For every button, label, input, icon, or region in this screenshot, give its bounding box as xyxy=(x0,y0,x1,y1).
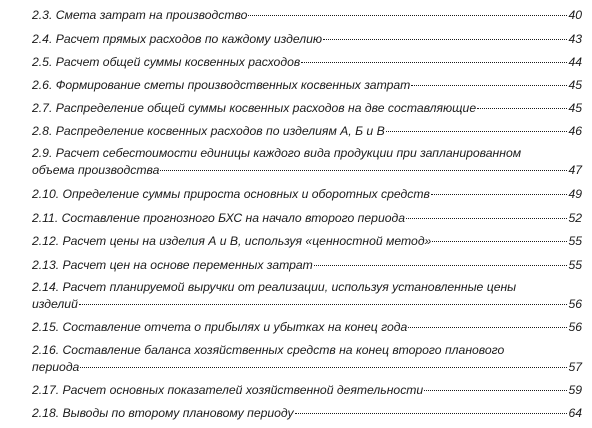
toc-entry[interactable] xyxy=(32,185,582,202)
toc-entry-title: 2.17. Расчет основных показателей хозяйственной деятельности xyxy=(32,383,424,397)
toc-entry-title: 2.10. Определение суммы прироста основных и оборотных средств xyxy=(32,187,430,201)
toc-entry[interactable] xyxy=(32,209,582,226)
dot-leader xyxy=(79,292,568,305)
toc-page-number: 47 xyxy=(568,163,582,177)
dot-leader xyxy=(424,378,567,391)
toc-entry-title: 2.14. Расчет планируемой выручки от реализации, используя установленные цены xyxy=(32,280,517,294)
toc-entry[interactable] xyxy=(32,99,582,116)
dot-leader xyxy=(160,158,567,171)
toc-page-number: 56 xyxy=(568,320,582,334)
toc-entry-title: 2.4. Расчет прямых расходов по каждому изделию xyxy=(32,32,323,46)
dot-leader xyxy=(323,27,567,40)
toc-entry[interactable] xyxy=(32,318,582,335)
dot-leader xyxy=(411,73,567,86)
toc-entry[interactable] xyxy=(32,232,582,249)
dot-leader xyxy=(386,119,568,132)
toc-page-number: 55 xyxy=(568,234,582,248)
toc-page-number: 40 xyxy=(568,8,582,22)
toc-entry[interactable] xyxy=(32,404,582,421)
toc-page-number: 57 xyxy=(568,360,582,374)
toc-entry-title: 2.6. Формирование сметы производственных косвенных затрат xyxy=(32,78,411,92)
toc-entry-title: 2.3. Смета затрат на производство xyxy=(32,8,248,22)
toc-entry[interactable] xyxy=(32,279,582,312)
toc-page-number: 64 xyxy=(568,406,582,420)
toc-entry[interactable] xyxy=(32,342,582,375)
dot-leader xyxy=(408,315,567,328)
toc-entry[interactable] xyxy=(32,6,582,23)
toc-entry-title: 2.18. Выводы по второму плановому периоду xyxy=(32,406,294,420)
toc-entry[interactable] xyxy=(32,53,582,70)
toc-page-number: 59 xyxy=(568,383,582,397)
toc-entry-title: 2.9. Расчет себестоимости единицы каждого вида продукции при запланированном xyxy=(32,146,522,160)
dot-leader xyxy=(432,229,567,242)
toc-entry-title: 2.8. Распределение косвенных расходов по изделиям А, Б и В xyxy=(32,124,385,138)
toc-entry-title-continued: объема производства xyxy=(32,163,160,177)
toc-entry-title-continued: периода xyxy=(32,360,80,374)
dot-leader xyxy=(314,253,568,266)
toc-page-number: 52 xyxy=(568,211,582,225)
toc-entry[interactable] xyxy=(32,256,582,273)
toc-page-number: 44 xyxy=(568,55,582,69)
toc-entry-title: 2.15. Составление отчета о прибылях и убытках на конец года xyxy=(32,320,408,334)
dot-leader xyxy=(295,401,568,414)
toc-entry[interactable] xyxy=(32,30,582,47)
toc-page-number: 45 xyxy=(568,78,582,92)
dot-leader xyxy=(80,355,567,368)
toc-entry-title: 2.16. Составление баланса хозяйственных средств на конец второго планового xyxy=(32,343,505,357)
dot-leader xyxy=(301,50,567,63)
toc-entry[interactable] xyxy=(32,145,582,178)
toc-page-number: 46 xyxy=(568,124,582,138)
toc-entry[interactable] xyxy=(32,122,582,139)
dot-leader xyxy=(248,3,567,16)
toc-page-number: 49 xyxy=(568,187,582,201)
dot-leader xyxy=(431,182,568,195)
dot-leader xyxy=(406,206,567,219)
toc-entry-title-continued: изделий xyxy=(32,297,78,311)
toc-entry-title: 2.7. Распределение общей суммы косвенных расходов на две составляющие xyxy=(32,101,477,115)
toc-entry-title: 2.12. Расчет цены на изделия А и В, используя «ценностной метод» xyxy=(32,234,432,248)
dot-leader xyxy=(477,96,567,109)
toc-page-number: 43 xyxy=(568,32,582,46)
toc-entry-title: 2.11. Составление прогнозного БХС на начало второго периода xyxy=(32,211,406,225)
toc-entry-title: 2.13. Расчет цен на основе переменных затрат xyxy=(32,258,313,272)
toc-entry[interactable] xyxy=(32,381,582,398)
toc-page-number: 55 xyxy=(568,258,582,272)
toc-page-number: 56 xyxy=(568,297,582,311)
toc-page-number: 45 xyxy=(568,101,582,115)
toc-entry-title: 2.5. Расчет общей суммы косвенных расходов xyxy=(32,55,301,69)
toc-entry[interactable] xyxy=(32,76,582,93)
